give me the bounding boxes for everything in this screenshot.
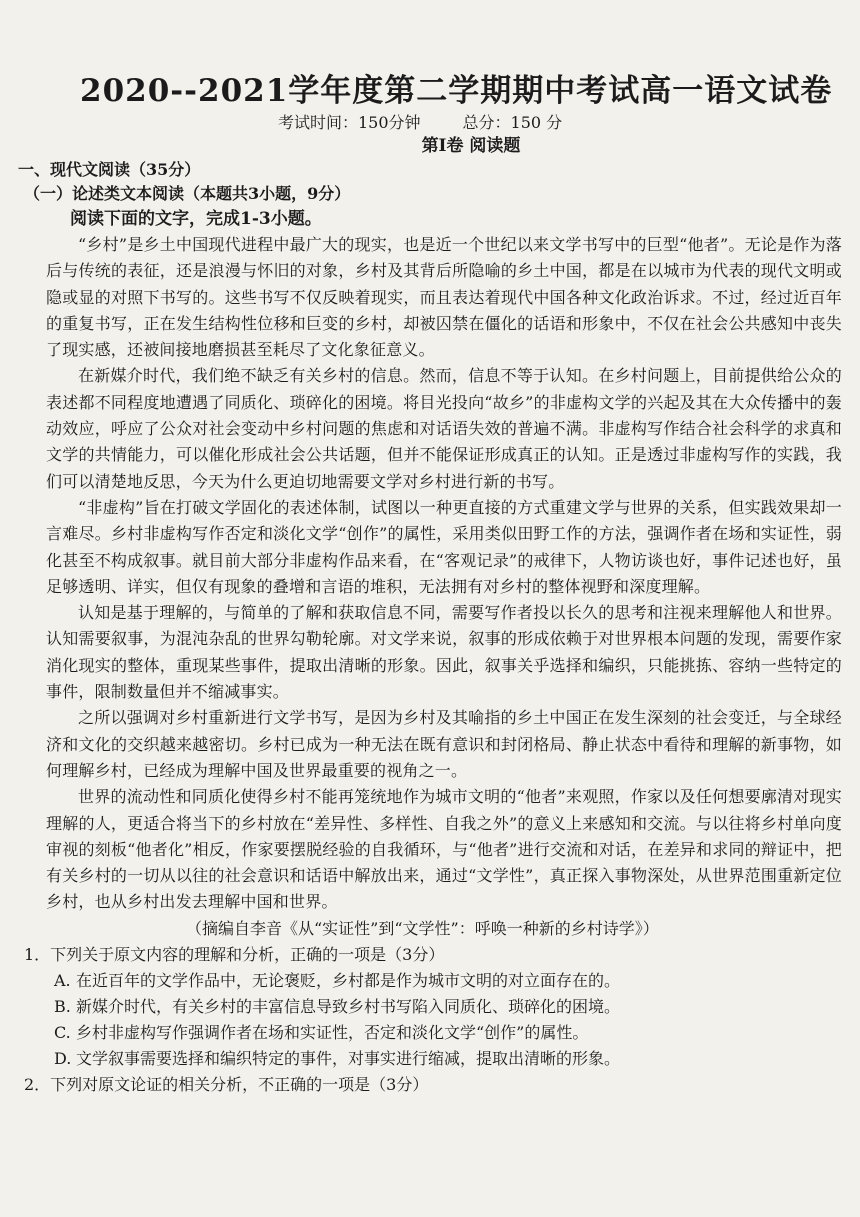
part-heading: 第Ⅰ卷 阅读题 — [421, 136, 521, 156]
option-text: 乡村非虚构写作强调作者在场和实证性，否定和淡化文学“创作”的属性。 — [76, 1022, 589, 1042]
passage-source: （摘编自李音《从“实证性”到“文学性”：呼唤一种新的乡村诗学》） — [186, 918, 659, 938]
passage-paragraph: 之所以强调对乡村重新进行文学书写，是因为乡村及其喻指的乡土中国正在发生深刻的社会变迁，与全球经济和文化的交织越来越密切。乡村已成为一种无法在既有意识和封闭格局、静止状态中看待和理解的新事物，如何理解乡村，已经成为理解中国及世界最重要的视角之一。 — [46, 708, 842, 780]
subsection-heading: （一）论述类文本阅读（本题共3小题，9分） — [24, 184, 351, 203]
passage — [46, 232, 842, 916]
option-text: 文学叙事需要选择和编织特定的事件，对事实进行缩减，提取出清晰的形象。 — [76, 1048, 621, 1068]
passage-paragraph: 世界的流动性和同质化使得乡村不能再笼统地作为城市文明的“他者”来观照，作家以及任何想要廓清对现实理解的人，更适合将当下的乡村放在“差异性、多样性、自我之外”的意义上来感知和交流。与以往将乡村单向度审视的刻板“他者化”相反，作家要摆脱经验的自我循环，与“他者”进行交流和对话，在差异和求同的辩证中，把有关乡村的一切从以往的社会意识和话语中解放出来，通过“文学性”，真正探入事物深处，从世界范围重新定位乡村，也从乡村出发去理解中国和世界。 — [46, 787, 842, 912]
question-stem: 1．下列关于原文内容的理解和分析，正确的一项是（3分） — [24, 944, 445, 964]
option-label: A. — [54, 970, 71, 990]
question-1 — [24, 942, 836, 1072]
passage-paragraph: 认知是基于理解的，与简单的了解和获取信息不同，需要写作者投以长久的思考和注视来理解他人和世界。认知需要叙事，为混沌杂乱的世界勾勒轮廓。对文学来说，叙事的形成依赖于对世界根本问题的发现，需要作家消化现实的整体，重现某些事件，提取出清晰的形象。因此，叙事关乎选择和编织，只能挑拣、容纳一些特定的事件，限制数量但并不缩减事实。 — [46, 603, 842, 702]
reading-instruction: 阅读下面的文字，完成1-3小题。 — [70, 209, 322, 229]
option-a — [54, 968, 836, 994]
option-label: D. — [54, 1048, 72, 1068]
exam-meta — [278, 112, 836, 134]
passage-paragraph: 在新媒介时代，我们绝不缺乏有关乡村的信息。然而，信息不等于认知。在乡村问题上，目前提供给公众的表述都不同程度地遭遇了同质化、琐碎化的困境。将目光投向“故乡”的非虚构文学的兴起及其在大众传播中的轰动效应，呼应了公众对社会变动中乡村问题的焦虑和对话语失效的普遍不满。非虚构写作结合社会科学的求真和文学的共情能力，可以催化形成社会公共话题，但并不能保证形成真正的认知。正是透过非虚构写作的实践，我们可以清楚地反思，今天为什么更迫切地需要文学对乡村进行新的书写。 — [46, 366, 842, 491]
option-label: C. — [54, 1022, 71, 1042]
option-d — [54, 1046, 836, 1072]
option-b — [54, 994, 836, 1020]
question-2 — [24, 1072, 836, 1098]
exam-title: 2020--2021学年度第二学期期中考试高一语文试卷 — [80, 73, 833, 109]
passage-paragraph: “乡村”是乡土中国现代进程中最广大的现实，也是近一个世纪以来文学书写中的巨型“他者”。无论是作为落后与传统的表征，还是浪漫与怀旧的对象，乡村及其背后所隐喻的乡土中国，都是在以城市为代表的现代文明或隐或显的对照下书写的。这些书写不仅反映着现实，而且表达着现代中国各种文化政治诉求。不过，经过近百年的重复书写，正在发生结构性位移和巨变的乡村，却被囚禁在僵化的话语和形象中，不仅在社会公共感知中丧失了现实感，还被间接地磨损甚至耗尽了文化象征意义。 — [46, 235, 842, 360]
passage-paragraph: “非虚构”旨在打破文学固化的表述体制，试图以一种更直接的方式重建文学与世界的关系，但实践效果却一言难尽。乡村非虚构写作否定和淡化文学“创作”的属性，采用类似田野工作的方法，强调作者在场和实证性，弱化甚至不构成叙事。就目前大部分非虚构作品来看，在“客观记录”的戒律下，人物访谈也好，事件记述也好，虽足够透明、详实，但仅有现象的叠增和言语的堆积，无法拥有对乡村的整体视野和深度理解。 — [46, 497, 842, 596]
exam-time: 考试时间：150分钟 — [278, 113, 421, 132]
total-score: 总分：150 分 — [462, 113, 563, 132]
section-heading: 一、现代文阅读（35分） — [18, 160, 201, 179]
option-label: B. — [54, 996, 71, 1016]
option-text: 在近百年的文学作品中，无论褒贬，乡村都是作为城市文明的对立面存在的。 — [76, 970, 621, 990]
option-c — [54, 1020, 836, 1046]
option-text: 新媒介时代，有关乡村的丰富信息导致乡村书写陷入同质化、琐碎化的困境。 — [76, 996, 621, 1016]
question-stem: 2．下列对原文论证的相关分析，不正确的一项是（3分） — [24, 1074, 429, 1094]
